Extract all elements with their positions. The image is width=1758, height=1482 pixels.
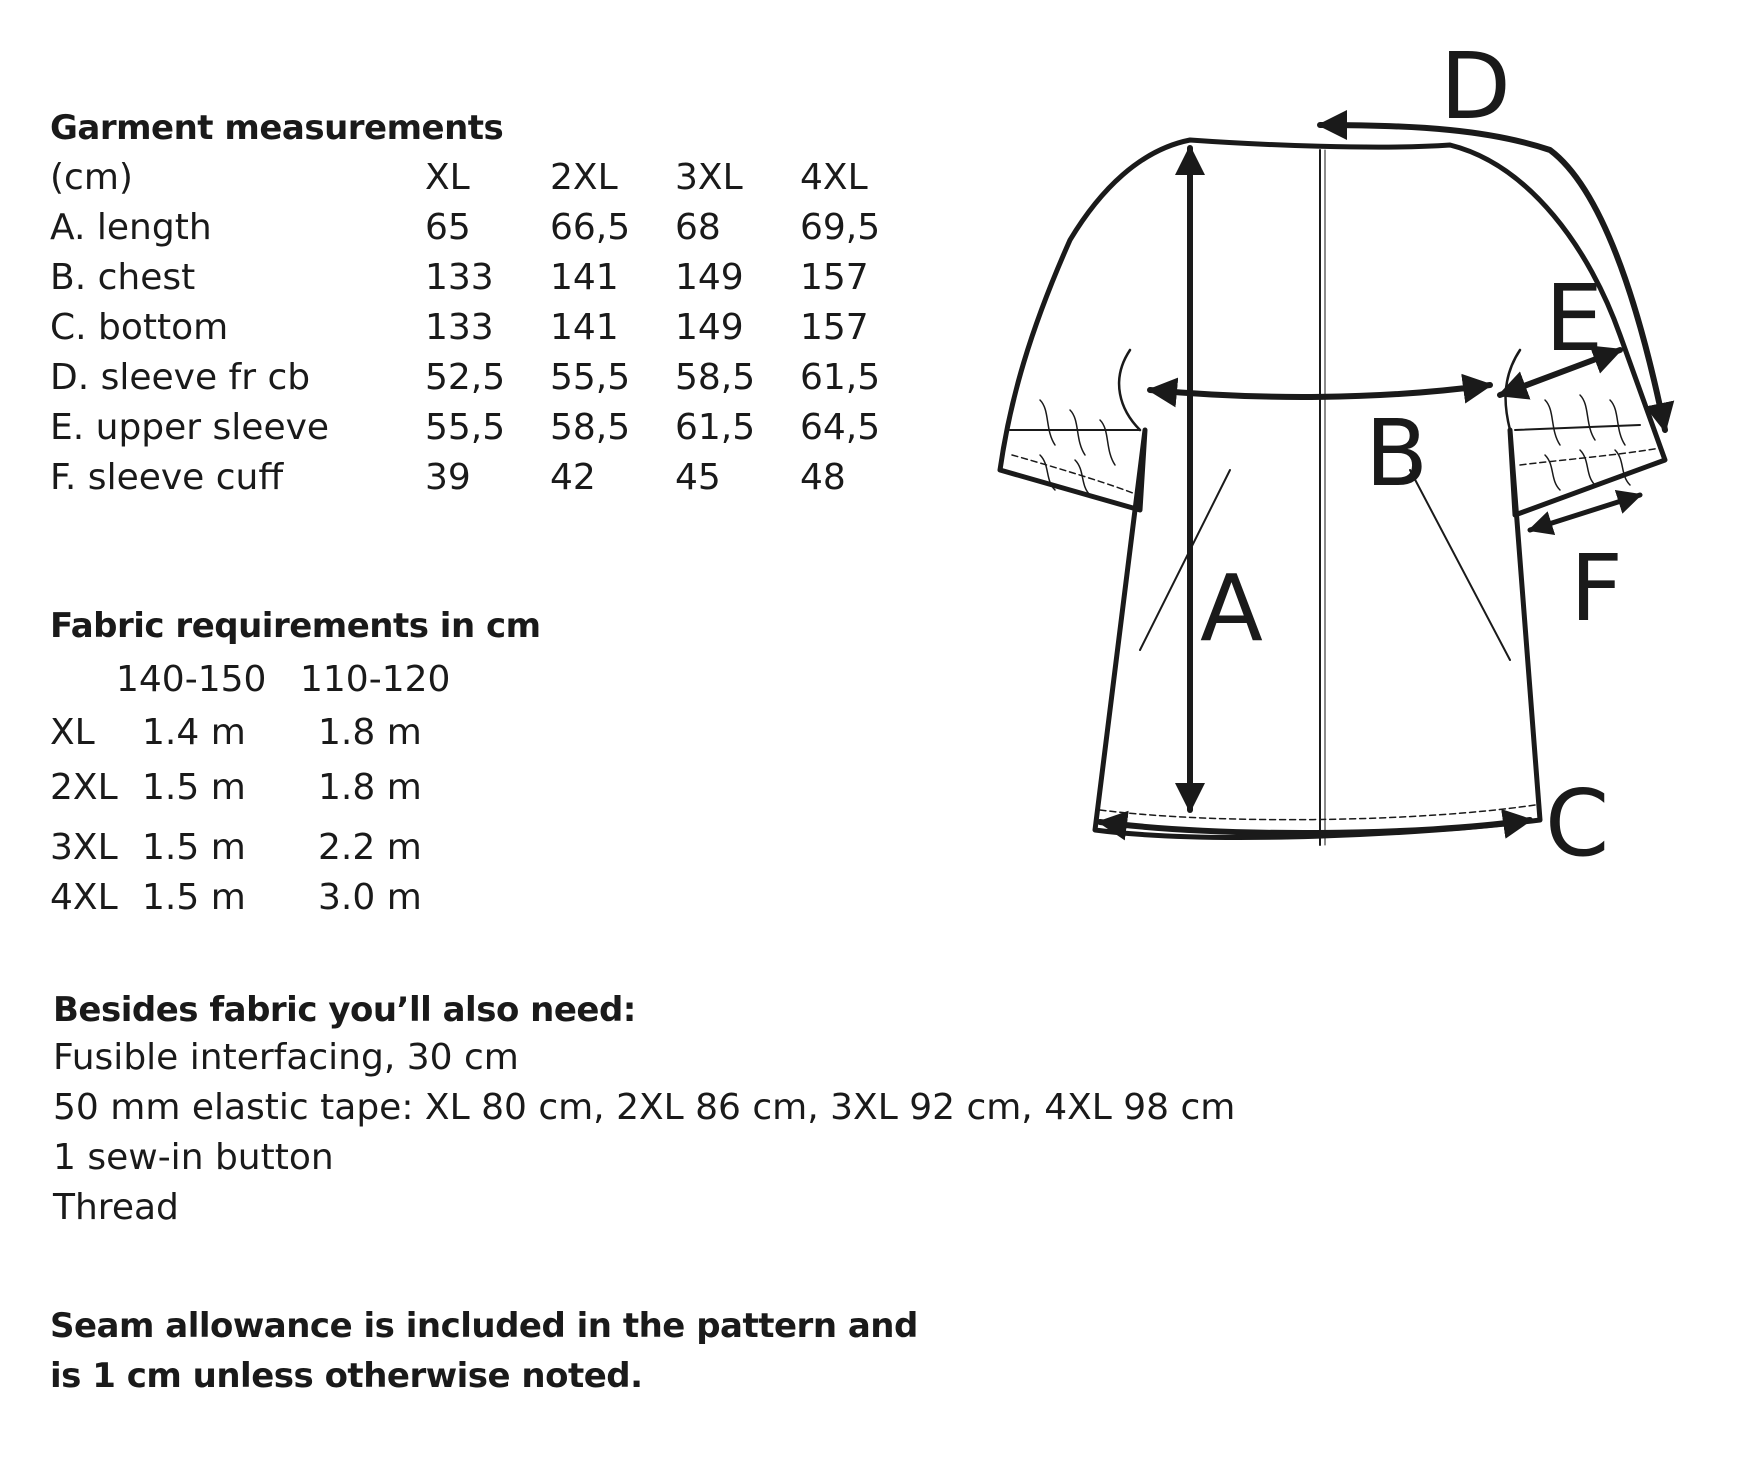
fabric-requirements-title: Fabric requirements in cm [50, 606, 541, 646]
measurement-label: C. bottom [50, 307, 229, 348]
fabric-amount: 1.5 m [142, 877, 246, 918]
fabric-size-label: 4XL [50, 877, 118, 918]
seam-note-line-1: Seam allowance is included in the pattern and [50, 1306, 918, 1346]
size-header-3xl: 3XL [675, 157, 743, 198]
garment-measurements-title: Garment measurements [50, 108, 504, 148]
notion-item: 1 sew-in button [53, 1137, 334, 1178]
measurement-value: 39 [425, 457, 471, 498]
fabric-amount: 1.5 m [142, 827, 246, 868]
measurement-value: 133 [425, 257, 494, 298]
measurement-value: 149 [675, 307, 744, 348]
measurement-value: 133 [425, 307, 494, 348]
measurement-value: 149 [675, 257, 744, 298]
measurement-value: 61,5 [800, 357, 881, 398]
diagram-label-b: B [1365, 400, 1429, 507]
measurement-value: 55,5 [550, 357, 631, 398]
measurement-label: E. upper sleeve [50, 407, 330, 448]
diagram-label-c: C [1545, 770, 1610, 877]
fabric-amount: 1.8 m [318, 712, 422, 753]
fabric-amount: 2.2 m [318, 827, 422, 868]
diagram-label-d: D [1440, 40, 1511, 140]
fabric-amount: 1.8 m [318, 767, 422, 808]
measurement-value: 45 [675, 457, 721, 498]
fabric-width-2: 110-120 [300, 659, 451, 700]
measurement-value: 66,5 [550, 207, 631, 248]
measurement-value: 157 [800, 307, 869, 348]
notion-item: Thread [53, 1187, 179, 1228]
notion-item: 50 mm elastic tape: XL 80 cm, 2XL 86 cm, 3XL 92 cm, 4XL 98 cm [53, 1087, 1236, 1128]
size-header-4xl: 4XL [800, 157, 868, 198]
fabric-amount: 1.4 m [142, 712, 246, 753]
notion-item: Fusible interfacing, 30 cm [53, 1037, 519, 1078]
measurement-value: 141 [550, 307, 619, 348]
measurement-label: B. chest [50, 257, 196, 298]
measurement-value: 64,5 [800, 407, 881, 448]
measurement-value: 55,5 [425, 407, 506, 448]
diagram-label-f: F [1570, 535, 1623, 642]
arrow-f [1530, 495, 1640, 530]
diagram-label-e: E [1545, 265, 1604, 372]
measurement-value: 69,5 [800, 207, 881, 248]
measurement-value: 65 [425, 207, 471, 248]
measurement-value: 61,5 [675, 407, 756, 448]
measurement-value: 68 [675, 207, 721, 248]
measurement-value: 58,5 [675, 357, 756, 398]
seam-note-line-2: is 1 cm unless otherwise noted. [50, 1356, 643, 1396]
fabric-size-label: 3XL [50, 827, 118, 868]
unit-label: (cm) [50, 157, 133, 198]
fabric-amount: 3.0 m [318, 877, 422, 918]
fabric-size-label: XL [50, 712, 95, 753]
fabric-amount: 1.5 m [142, 767, 246, 808]
size-header-xl: XL [425, 157, 470, 198]
fabric-width-1: 140-150 [116, 659, 267, 700]
diagram-label-a: A [1200, 555, 1263, 662]
size-header-2xl: 2XL [550, 157, 618, 198]
measurement-value: 58,5 [550, 407, 631, 448]
fabric-size-label: 2XL [50, 767, 118, 808]
arrow-c [1100, 820, 1530, 833]
notions-title: Besides fabric you’ll also need: [53, 990, 636, 1030]
measurement-value: 42 [550, 457, 596, 498]
measurement-label: D. sleeve fr cb [50, 357, 311, 398]
measurement-label: A. length [50, 207, 212, 248]
garment-diagram [980, 40, 1740, 900]
measurement-value: 157 [800, 257, 869, 298]
measurement-value: 48 [800, 457, 846, 498]
measurement-value: 52,5 [425, 357, 506, 398]
measurement-label: F. sleeve cuff [50, 457, 284, 498]
garment-outline [1000, 140, 1665, 837]
measurement-value: 141 [550, 257, 619, 298]
